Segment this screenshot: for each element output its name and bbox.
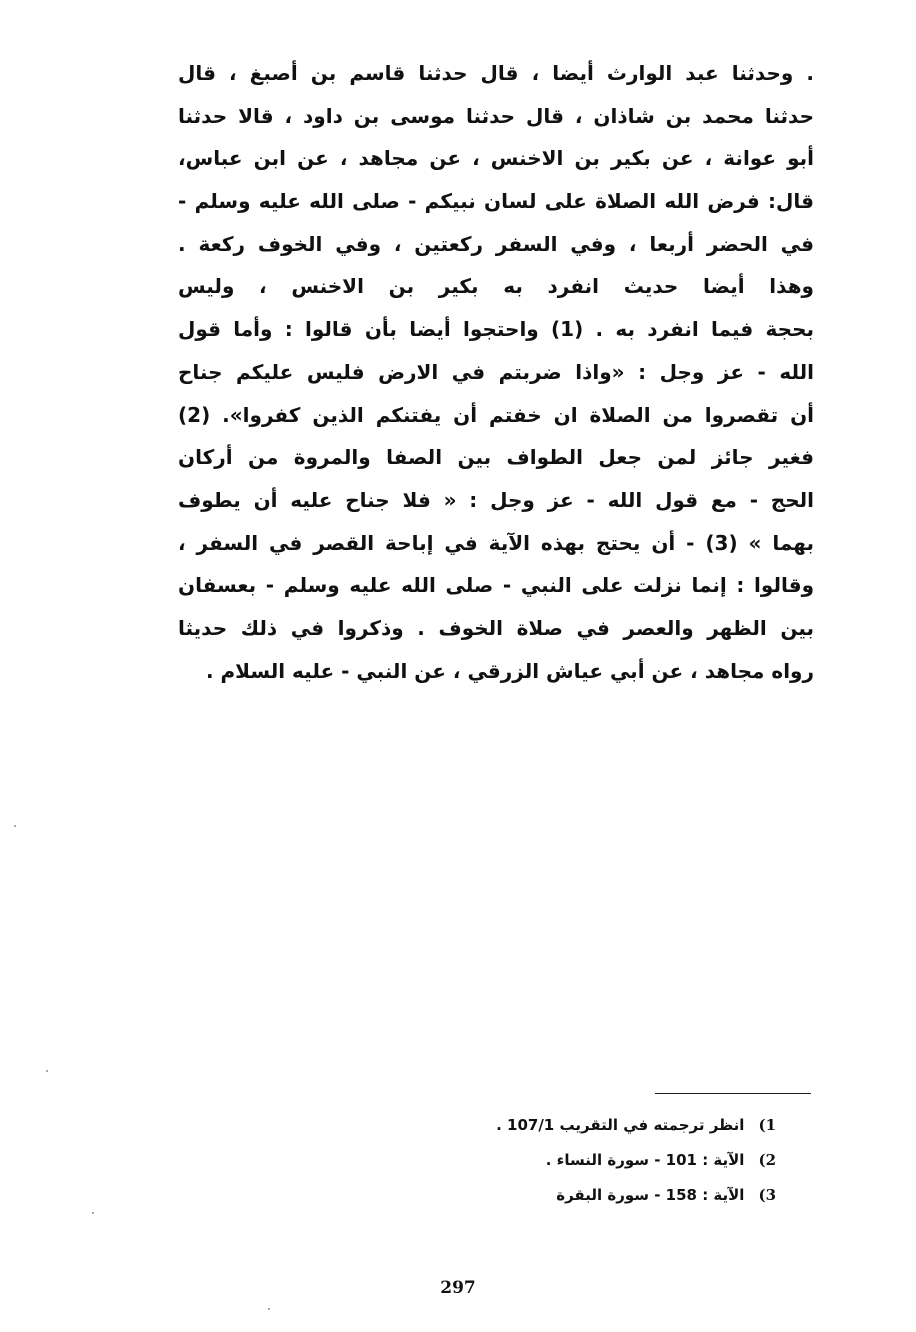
footnote-item [316,1178,776,1213]
footnotes-block [316,1108,776,1213]
footnote-text: انظر ترجمته في التقريب 107/1 . [496,1116,745,1134]
page-number: 297 [440,1278,476,1298]
text-line: . وحدثنا عبد الوارث أيضا ، قال حدثنا قاسم بن أصبغ ، قال [178,61,814,85]
text-line: أبو عوانة ، عن بكير بن الاخنس ، عن مجاهد ، عن ابن عباس، [178,146,814,171]
text-line: بين الظهر والعصر في صلاة الخوف . وذكروا في ذلك حديثا [178,615,814,640]
text-line: رواه مجاهد ، عن أبي عياش الزرقي ، عن النبي - عليه السلام . [205,658,814,683]
text-line: بحجة فيما انفرد به . (1) واحتجوا أيضا بأن قالوا : وأما قول [178,317,814,342]
scan-speck [46,1070,48,1072]
text-line: وهذا أيضا حديث انفرد به بكير بن الاخنس ، وليس [178,274,814,299]
text-line: الحج - مع قول الله - عز وجل : « فلا جناح عليه أن يطوف [178,487,814,512]
scan-speck [92,1212,94,1214]
footnote-text: الآية : 101 - سورة النساء . [545,1151,745,1169]
footnote-text: الآية : 158 - سورة البقرة [556,1186,745,1204]
text-line: بهما » (3) - أن يحتج بهذه الآية في إباحة القصر في السفر ، [178,530,814,555]
text-line: وقالوا : إنما نزلت على النبي - صلى الله عليه وسلم - بعسفان [178,573,814,598]
footnote-number: 3) [758,1186,776,1204]
scan-speck [268,1308,270,1310]
text-line: الله - عز وجل : «واذا ضربتم في الارض فليس عليكم جناح [178,359,814,384]
text-line: قال: فرض الله الصلاة على لسان نبيكم - صلى الله عليه وسلم - [178,189,814,214]
text-line: فغير جائز لمن جعل الطواف بين الصفا والمروة من أركان [178,445,814,470]
text-line: أن تقصروا من الصلاة ان خفتم أن يفتنكم الذين كفروا». (2) [178,402,814,427]
main-text-block [178,52,814,692]
footnote-separator [655,1093,811,1094]
footnote-item [316,1108,776,1143]
footnote-item [316,1143,776,1178]
scan-speck [14,825,16,827]
footnote-number: 1) [758,1116,776,1134]
text-line: حدثنا محمد بن شاذان ، قال حدثنا موسى بن داود ، قالا حدثنا [178,103,814,128]
footnote-number: 2) [758,1151,776,1169]
text-line: في الحضر أربعا ، وفي السفر ركعتين ، وفي الخوف ركعة . [178,231,814,256]
